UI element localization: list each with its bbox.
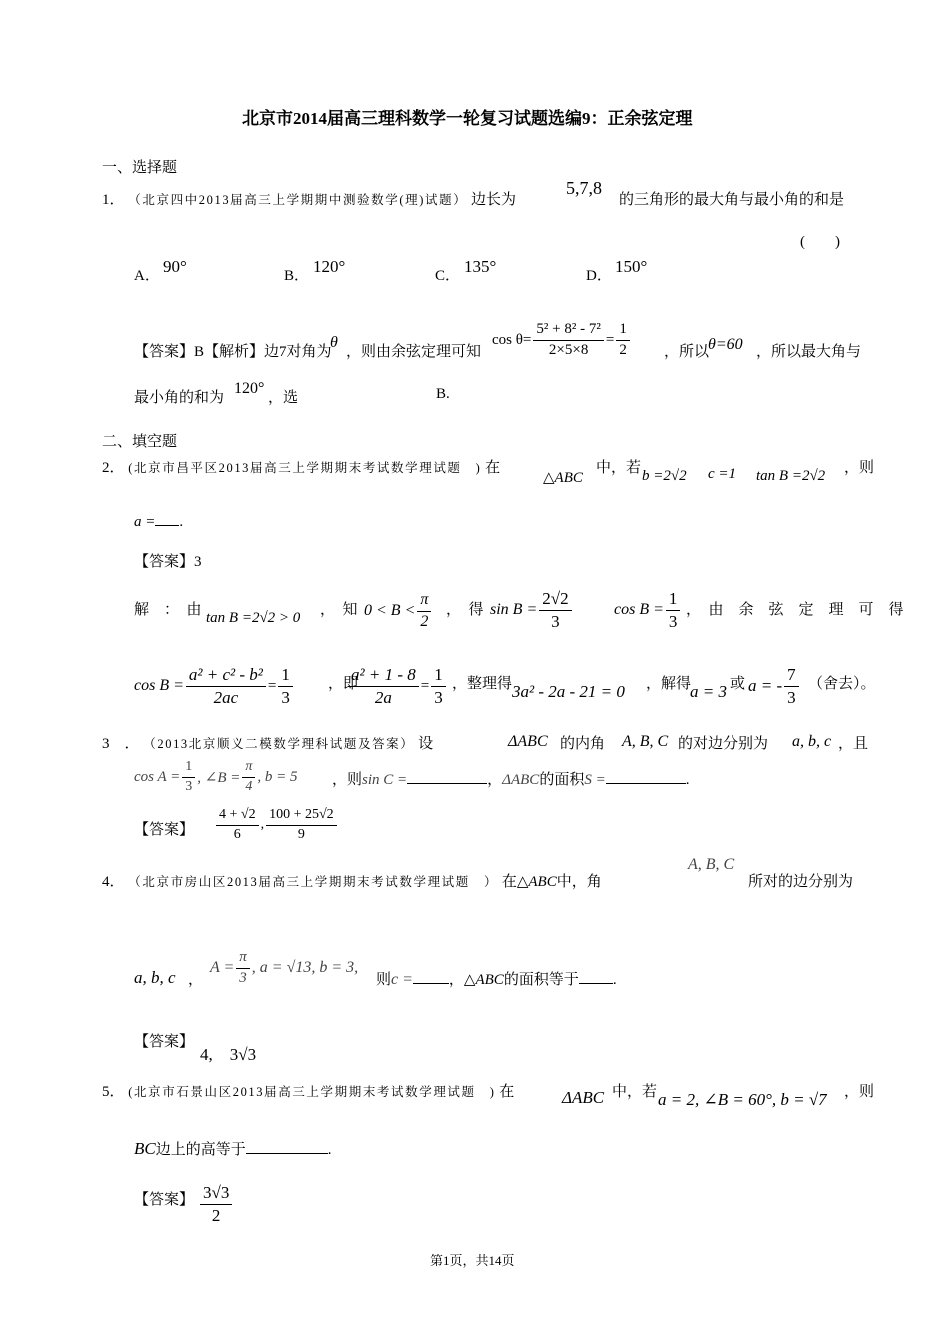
law-of-cosines: cos B = $\frac{\text{a² + c² - b²}}{2ac}$ = $\frac{1}{3}$ — [134, 666, 295, 707]
sides: a, b, c — [134, 968, 176, 987]
question-source: (北京市石景山区2013届高三上学期期末考试数学理试题 ) — [128, 1085, 496, 1099]
c-value: c = — [391, 971, 413, 988]
option-a-label: A． — [134, 268, 160, 284]
question-text: 设 — [418, 736, 434, 752]
solution-text: ，解得 — [646, 676, 692, 692]
option-d-value: 150° — [615, 257, 648, 276]
triangle-abc: △ABC — [543, 470, 583, 486]
section-heading-choice: 一、选择题 — [102, 160, 178, 176]
conditions: A = $\frac{\pi}{3}$ , a = √13, b = 3, — [210, 949, 359, 986]
question-number: 3 ． — [102, 736, 140, 752]
angle-range: 0 < B < $\frac{\pi}{2}$ — [364, 592, 433, 631]
answer-text: 最小角的和为 — [134, 390, 225, 406]
solution-text: ， 由 余 弦 定 理 可 得 — [686, 602, 904, 618]
question-source: （北京市房山区2013届高三上学期期末考试数学理试题 ） — [128, 875, 499, 889]
condition-c: c =1 — [708, 466, 737, 482]
answer-choice: B. — [436, 386, 450, 402]
question-text: 在△ — [501, 874, 529, 890]
answer-text: 【答案】B【解析】边7对角为 — [134, 344, 332, 360]
answer-text: 【答案】3 — [134, 554, 202, 570]
triangle-abc: ΔABC — [562, 1088, 605, 1107]
cos-b-formula: cos B = $\frac{1}{3}$ — [614, 590, 682, 631]
answer-value: $\frac{3√3}{2}$ — [198, 1184, 234, 1225]
question-source: （北京四中2013届高三上学期期中测验数学(理)试题） — [128, 193, 468, 207]
solution-text: ，即 — [328, 676, 359, 692]
side-lengths: 5,7,8 — [566, 178, 602, 198]
angles: A, B, C — [688, 856, 735, 873]
solution-text: 或 — [730, 676, 746, 692]
question-text: ，且 — [838, 736, 869, 752]
answer-label: 【答案】 — [134, 1192, 195, 1208]
question-text: 中，若 — [596, 460, 642, 476]
question-text: 的三角形的最大角与最小角的和是 — [619, 192, 845, 208]
question-text: 的对边分别为 — [678, 736, 769, 752]
question-text: 在 — [499, 1084, 515, 1100]
answer-blank-1 — [413, 983, 449, 984]
answer-blank-1 — [407, 783, 487, 784]
question-text: 所对的边分别为 — [748, 874, 854, 890]
answer-text: ，则由余弦定理可知 — [346, 344, 482, 360]
condition-tan: tan B =2√2 — [756, 468, 826, 484]
option-a-value: 90° — [163, 257, 187, 276]
question-number: 5． — [102, 1084, 125, 1100]
option-c-value: 135° — [464, 257, 497, 276]
answer-blank — [246, 1153, 328, 1154]
tan-positive: tan B =2√2 > 0 — [206, 610, 301, 626]
answer-paren: ( ) — [800, 234, 840, 250]
option-d-label: D． — [586, 268, 612, 284]
solution-text: 解 ： 由 — [134, 602, 202, 618]
root-negative: a = - $\frac{7}{3}$ — [748, 666, 801, 707]
answer-blank-2 — [579, 983, 613, 984]
answer-values: 4, 3√3 — [200, 1045, 257, 1064]
root-a3: a = 3 — [690, 682, 727, 701]
quadratic: 3a² - 2a - 21 = 0 — [512, 682, 625, 701]
option-b-label: B． — [284, 268, 310, 284]
sin-b-formula: sin B = $\frac{2√2}{3}$ — [490, 590, 574, 631]
answer-values: $\frac{4 + √2}{6}$ , $\frac{100 + 25√2}{9}$ — [214, 808, 339, 842]
sin-c: sin C = — [362, 772, 408, 788]
solution-text: ，整理得 — [452, 676, 513, 692]
question-text: ， — [188, 972, 204, 988]
conditions: cos A = $\frac{1}{3}$ , ∠B = $\frac{\pi}{4}$ , b = 5 — [134, 759, 298, 794]
answer-text: ，选 — [268, 390, 299, 406]
answer-label: 【答案】 — [134, 822, 195, 838]
page-footer: 第1页，共14页 — [430, 1253, 515, 1268]
option-c-label: C． — [435, 268, 461, 284]
answer-blank — [155, 525, 179, 526]
condition-b: b =2√2 — [642, 468, 687, 484]
theta-value: θ=60 — [708, 336, 743, 353]
angle-sum: 120° — [234, 380, 265, 397]
question-number: 4． — [102, 874, 125, 890]
conditions: a = 2, ∠B = 60°, b = √7 — [658, 1090, 827, 1109]
page-title: 北京市2014届高三理科数学一轮复习试题选编9：正余弦定理 — [242, 109, 693, 128]
question-number: 1． — [102, 192, 125, 208]
bc-side: BC — [134, 1139, 156, 1158]
triangle-abc: ΔABC — [508, 733, 548, 750]
question-number: 2． — [102, 460, 125, 476]
section-heading-fill: 二、填空题 — [102, 434, 178, 450]
question-text: 中，若 — [612, 1084, 658, 1100]
answer-text: ，所以 — [664, 344, 710, 360]
answer-blank-2 — [606, 783, 686, 784]
question-text: 边长为 — [471, 192, 517, 208]
answer-text: ，所以最大角与 — [756, 344, 862, 360]
question-source: （2013北京顺义二模数学理科试题及答案） — [143, 737, 415, 751]
solution-text: ， 得 — [446, 602, 484, 618]
equation: $\frac{\text{a² + 1 - 8}}{2a}$ = $\frac{1}{3}$ — [346, 666, 448, 707]
cos-theta-formula: cos θ= $\frac{\text{5² + 8² - 7²}}{2\times 5\times 8}$ = $\frac{1}{2}$ — [492, 322, 632, 359]
question-source: (北京市昌平区2013届高三上学期期末考试数学理试题 ) — [128, 461, 482, 475]
ask-a: a = — [134, 514, 156, 530]
theta-symbol: θ — [330, 334, 338, 351]
option-b-value: 120° — [313, 257, 346, 276]
solution-text: ， 知 — [320, 602, 358, 618]
question-text: 的内角 — [560, 736, 606, 752]
sides: a, b, c — [792, 733, 832, 750]
angles: A, B, C — [622, 733, 669, 750]
question-text: ，则 — [844, 1084, 875, 1100]
answer-label: 【答案】 — [134, 1034, 195, 1050]
question-text: ，则 — [844, 460, 875, 476]
solution-text: （舍去）。 — [808, 676, 876, 692]
question-text: 在 — [485, 460, 501, 476]
